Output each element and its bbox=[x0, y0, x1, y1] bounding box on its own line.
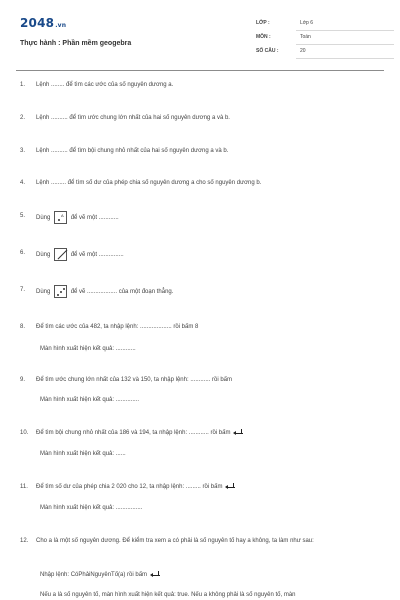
line-glyph bbox=[58, 250, 68, 260]
question-text: Lệnh .......... để tìm ước chung lớn nhất của hai số nguyên dương a và b. bbox=[36, 115, 230, 121]
question-12-input-line bbox=[40, 570, 380, 580]
question-text: Để tìm ước chung lớn nhất của 132 và 150, ta nhập lệnh: ............ rồi bấm bbox=[36, 377, 232, 383]
enter-key-icon bbox=[225, 483, 235, 489]
question-text bbox=[36, 482, 380, 492]
point-dot bbox=[57, 294, 59, 296]
question-number: 1. bbox=[20, 82, 26, 88]
meta-underline bbox=[296, 58, 394, 59]
question-text bbox=[36, 428, 380, 438]
question-text bbox=[36, 285, 380, 298]
question-text bbox=[36, 248, 380, 261]
midpoint-tool-icon bbox=[54, 285, 67, 298]
question-8-answer: Màn hình xuất hiện kết quả: ............ bbox=[40, 346, 136, 352]
question-text: Lệnh ......... để tìm số dư của phép chia số nguyên dương a cho số nguyên dương b. bbox=[36, 180, 262, 186]
site-logo[interactable] bbox=[20, 16, 66, 30]
question-post: để vẽ một ............ bbox=[70, 215, 119, 222]
question-text-body: Để tìm bội chung nhỏ nhất của 186 và 194, ta nhập lệnh: ............ rồi bấm bbox=[36, 430, 231, 436]
logo-suffix: .vn bbox=[55, 22, 67, 29]
enter-key-icon bbox=[150, 571, 160, 577]
worksheet-title: Thực hành : Phần mềm geogebra bbox=[20, 40, 132, 47]
question-text: Lệnh ........ để tìm các ước của số nguyên dương a. bbox=[36, 82, 174, 88]
question-number: 4. bbox=[20, 180, 26, 186]
enter-key-icon bbox=[233, 429, 243, 435]
question-number: 2. bbox=[20, 115, 26, 121]
question-12-result-line: Nếu a là số nguyên tố, màn hình xuất hiện kết quả: true. Nếu a không phải là số nguyên tố, màn bbox=[40, 592, 296, 598]
question-number: 5. bbox=[20, 213, 26, 219]
worksheet-header bbox=[16, 10, 386, 60]
question-text bbox=[36, 211, 380, 224]
line-tool-icon bbox=[54, 248, 67, 261]
question-number: 3. bbox=[20, 148, 26, 154]
logo-text: 2048 bbox=[20, 16, 55, 30]
meta-key-class: LỚP : bbox=[256, 20, 270, 26]
point-label-glyph: A bbox=[61, 213, 64, 218]
point-dot bbox=[60, 291, 62, 293]
meta-underline bbox=[296, 44, 394, 45]
question-9-answer: Màn hình xuất hiện kết quả: .............. bbox=[40, 397, 140, 403]
question-text-body: Để tìm số dư của phép chia 2 020 cho 12, ta nhập lệnh: ......... rồi bấm bbox=[36, 484, 223, 490]
meta-row-class bbox=[254, 18, 394, 32]
point-dot bbox=[58, 219, 60, 221]
point-tool-icon bbox=[54, 211, 67, 224]
worksheet-meta bbox=[254, 18, 394, 60]
question-number: 11. bbox=[20, 484, 28, 490]
meta-row-subject bbox=[254, 32, 394, 46]
question-pre: Dùng bbox=[36, 289, 51, 296]
meta-underline bbox=[296, 30, 394, 31]
question-text: Lệnh .......... để tìm bội chung nhỏ nhất của hai số nguyên dương a và b. bbox=[36, 148, 229, 154]
input-line-text: Nhập lệnh: CóPhảiNguyênTố(a) rồi bấm bbox=[40, 572, 148, 578]
meta-value-class: Lớp 6 bbox=[300, 20, 314, 26]
question-text: Để tìm các ước của 482, ta nhập lệnh: ................... rồi bấm 8 bbox=[36, 324, 199, 330]
question-post: để vẽ một ............... bbox=[70, 252, 124, 259]
question-number: 12. bbox=[20, 538, 29, 544]
question-number: 9. bbox=[20, 377, 26, 383]
question-10-answer: Màn hình xuất hiện kết quả: ...... bbox=[40, 451, 126, 457]
header-divider bbox=[16, 70, 384, 71]
meta-value-count: 20 bbox=[300, 48, 306, 54]
question-number: 10. bbox=[20, 430, 29, 436]
point-dot bbox=[63, 288, 65, 290]
question-post: để vẽ .................. của một đoạn thẳng. bbox=[70, 289, 174, 296]
question-number: 8. bbox=[20, 324, 26, 330]
question-11-answer: Màn hình xuất hiện kết quả: ................ bbox=[40, 505, 143, 511]
meta-key-subject: MÔN : bbox=[256, 34, 271, 40]
meta-key-count: SỐ CÂU : bbox=[256, 48, 279, 54]
question-number: 7. bbox=[20, 287, 26, 293]
question-text: Cho a là một số nguyên dương. Để kiểm tra xem a có phải là số nguyên tố hay a không, ta làm như sau: bbox=[36, 538, 314, 544]
meta-value-subject: Toán bbox=[300, 34, 311, 40]
question-pre: Dùng bbox=[36, 252, 51, 259]
meta-row-count bbox=[254, 46, 394, 60]
question-pre: Dùng bbox=[36, 215, 51, 222]
question-number: 6. bbox=[20, 250, 26, 256]
